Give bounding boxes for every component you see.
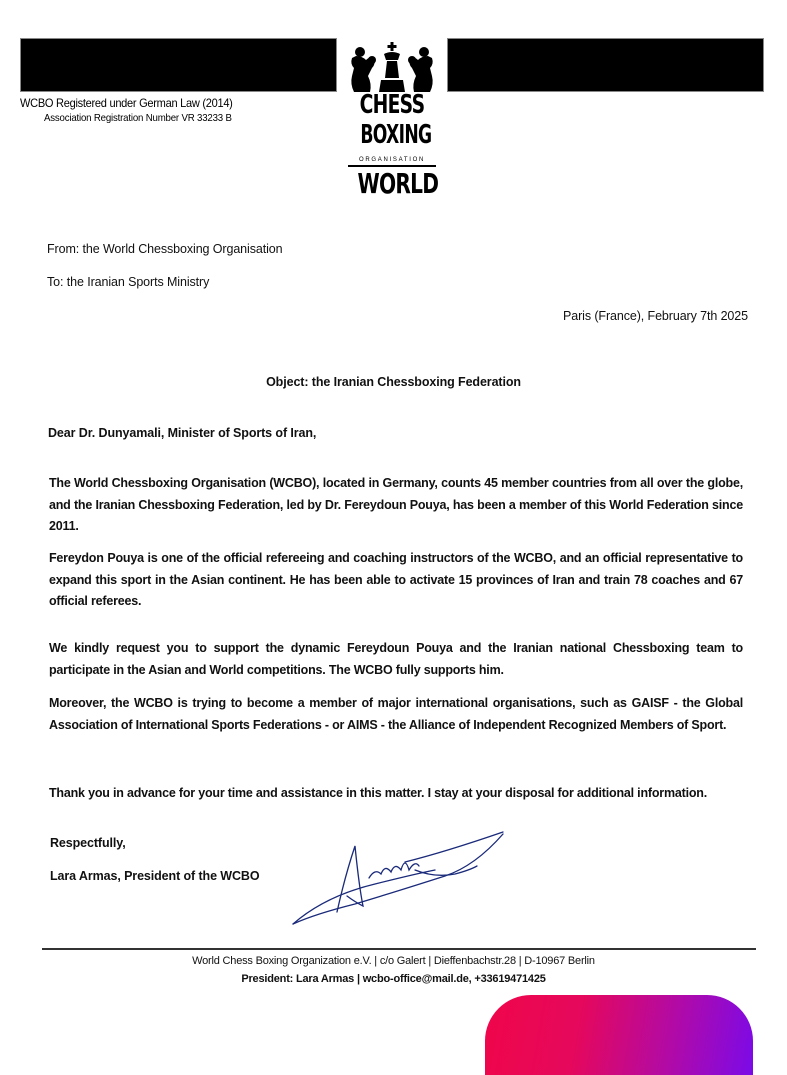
to-line: To: the Iranian Sports Ministry bbox=[47, 275, 210, 289]
body-paragraph-4: Moreover, the WCBO is trying to become a member of major international organisations, such as GAISF - the Global Association of International Sports Federations - or AIMS - the Alliance of Independent Recognized Members of Sport. bbox=[49, 696, 743, 732]
logo-word-chess: CHESS bbox=[359, 90, 425, 120]
logo-word-boxing: BOXING bbox=[360, 120, 432, 150]
registration-line: WCBO Registered under German Law (2014) bbox=[20, 96, 233, 110]
place-date: Paris (France), February 7th 2025 bbox=[563, 309, 748, 323]
footer-divider bbox=[42, 948, 756, 950]
from-line: From: the World Chessboxing Organisation bbox=[47, 242, 283, 256]
logo-word-organisation: ORGANISATION bbox=[359, 157, 425, 163]
footer-contact: President: Lara Armas | wcbo-office@mail.de, +33619471425 bbox=[241, 973, 546, 985]
wcbo-logo bbox=[344, 42, 440, 202]
footer-address: World Chess Boxing Organization e.V. | c/o Galert | Dieffenbachstr.28 | D-10967 Berlin bbox=[192, 955, 595, 967]
registration-number: Association Registration Number VR 33233 B bbox=[44, 112, 232, 124]
signature-icon bbox=[285, 826, 515, 931]
logo-word-world: WORLD bbox=[357, 167, 439, 200]
body-paragraph-5: Thank you in advance for your time and assistance in this matter. I stay at your disposal for additional information. bbox=[49, 786, 707, 800]
letterhead-bar-right bbox=[447, 38, 764, 92]
valediction: Respectfully, bbox=[50, 836, 126, 850]
body-paragraph-1: The World Chessboxing Organisation (WCBO), located in Germany, counts 45 member countries from all over the globe, and the Iranian Chessboxing Federation, led by Dr. Fereydoun Pouya, has been a member of this World Federation since 2011. bbox=[49, 476, 743, 533]
body-paragraph-3: We kindly request you to support the dynamic Fereydoun Pouya and the Iranian national Chessboxing team to participate in the Asian and World competitions. The WCBO fully supports him. bbox=[49, 641, 743, 677]
letter-object: Object: the Iranian Chessboxing Federation bbox=[266, 375, 521, 389]
signatory: Lara Armas, President of the WCBO bbox=[50, 869, 260, 883]
letterhead-bar-left bbox=[20, 38, 337, 92]
salutation: Dear Dr. Dunyamali, Minister of Sports of Iran, bbox=[48, 426, 317, 440]
body-paragraph-2: Fereydon Pouya is one of the official refereeing and coaching instructors of the WCBO, and an official representative to expand this sport in the Asian continent. He has been able to activate 15 provinces of Iran and train 78 coaches and 67 official referees. bbox=[49, 551, 743, 608]
gradient-overlay-button[interactable] bbox=[485, 995, 753, 1075]
chess-king-and-boxers-icon bbox=[346, 42, 438, 92]
